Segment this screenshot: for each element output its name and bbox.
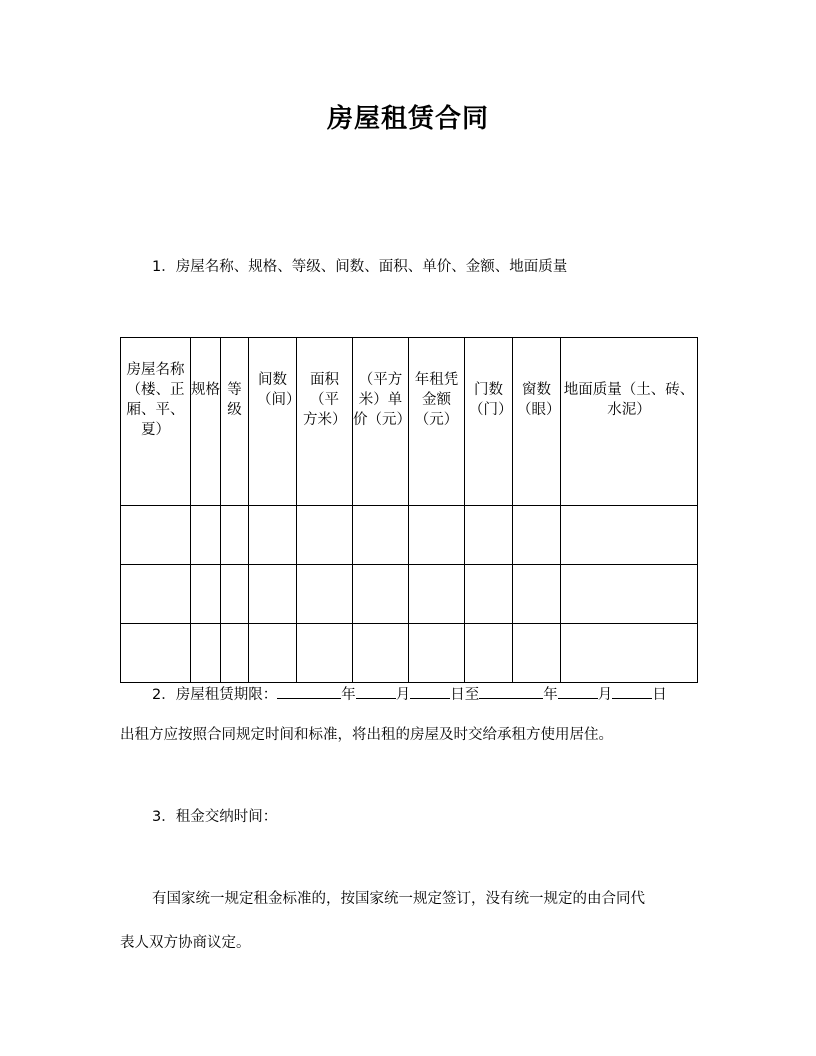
table-cell[interactable] — [353, 565, 409, 624]
table-cell[interactable] — [249, 506, 297, 565]
table-cell[interactable] — [121, 506, 191, 565]
header-room-count: 间数（间） — [249, 338, 297, 506]
start-year-blank[interactable] — [277, 683, 341, 699]
table-cell[interactable] — [121, 624, 191, 683]
table-cell[interactable] — [465, 624, 513, 683]
document-title: 房屋租赁合同 — [326, 104, 489, 134]
table-cell[interactable] — [221, 624, 249, 683]
start-day-blank[interactable] — [410, 683, 450, 699]
table-cell[interactable] — [561, 506, 698, 565]
table-cell[interactable] — [409, 565, 465, 624]
header-annual-rent: 年租凭金额（元） — [409, 338, 465, 506]
property-table — [120, 337, 698, 683]
header-door-count: 门数（门） — [465, 338, 513, 506]
table-cell[interactable] — [353, 506, 409, 565]
year-label: 年 — [543, 687, 558, 703]
table-cell[interactable] — [221, 565, 249, 624]
table-cell[interactable] — [297, 565, 353, 624]
table-cell[interactable] — [191, 565, 221, 624]
month-label: 月 — [395, 687, 411, 703]
table-cell[interactable] — [297, 624, 353, 683]
table-cell[interactable] — [561, 624, 698, 683]
day-label: 日 — [652, 687, 667, 703]
table-cell[interactable] — [409, 624, 465, 683]
table-cell[interactable] — [513, 506, 561, 565]
header-floor-quality: 地面质量（土、砖、水泥） — [561, 338, 698, 506]
table-cell[interactable] — [297, 506, 353, 565]
end-day-blank[interactable] — [612, 683, 652, 699]
year-label: 年 — [341, 687, 356, 703]
table-cell[interactable] — [249, 565, 297, 624]
table-row — [121, 565, 698, 624]
table-cell[interactable] — [561, 565, 698, 624]
header-unit-price: （平方米）单价（元） — [353, 338, 409, 506]
table-row — [121, 624, 698, 683]
lease-term-label: 2．房屋租赁期限： — [152, 687, 278, 703]
table-cell[interactable] — [465, 565, 513, 624]
table-row — [121, 506, 698, 565]
table-cell[interactable] — [249, 624, 297, 683]
section-2-body: 出租方应按照合同规定时间和标准，将出租的房屋及时交给承租方使用居住。 — [120, 727, 613, 743]
table-cell[interactable] — [513, 565, 561, 624]
section-2-lease-term — [152, 683, 667, 705]
section-3-body-line-1: 有国家统一规定租金标准的，按国家统一规定签订，没有统一规定的由合同代 — [152, 891, 645, 907]
header-house-name: 房屋名称（楼、正厢、平、夏） — [121, 338, 191, 506]
table-cell[interactable] — [353, 624, 409, 683]
start-month-blank[interactable] — [356, 683, 396, 699]
table-cell[interactable] — [191, 506, 221, 565]
header-spec: 规格 — [191, 338, 221, 506]
header-grade: 等级 — [221, 338, 249, 506]
table-cell[interactable] — [409, 506, 465, 565]
section-1-heading: 1．房屋名称、规格、等级、间数、面积、单价、金额、地面质量 — [152, 259, 568, 275]
table-cell[interactable] — [465, 506, 513, 565]
section-3-body-line-2: 表人双方协商议定。 — [120, 935, 251, 951]
table-cell[interactable] — [513, 624, 561, 683]
day-to-label: 日至 — [450, 687, 480, 703]
table-cell[interactable] — [121, 565, 191, 624]
table-header-row — [121, 338, 698, 506]
table-cell[interactable] — [221, 506, 249, 565]
end-month-blank[interactable] — [558, 683, 598, 699]
table-cell[interactable] — [191, 624, 221, 683]
section-3-heading: 3．租金交纳时间： — [152, 809, 278, 825]
header-window-count: 窗数（眼） — [513, 338, 561, 506]
header-area: 面积（平方米） — [297, 338, 353, 506]
end-year-blank[interactable] — [479, 683, 543, 699]
month-label: 月 — [597, 687, 613, 703]
